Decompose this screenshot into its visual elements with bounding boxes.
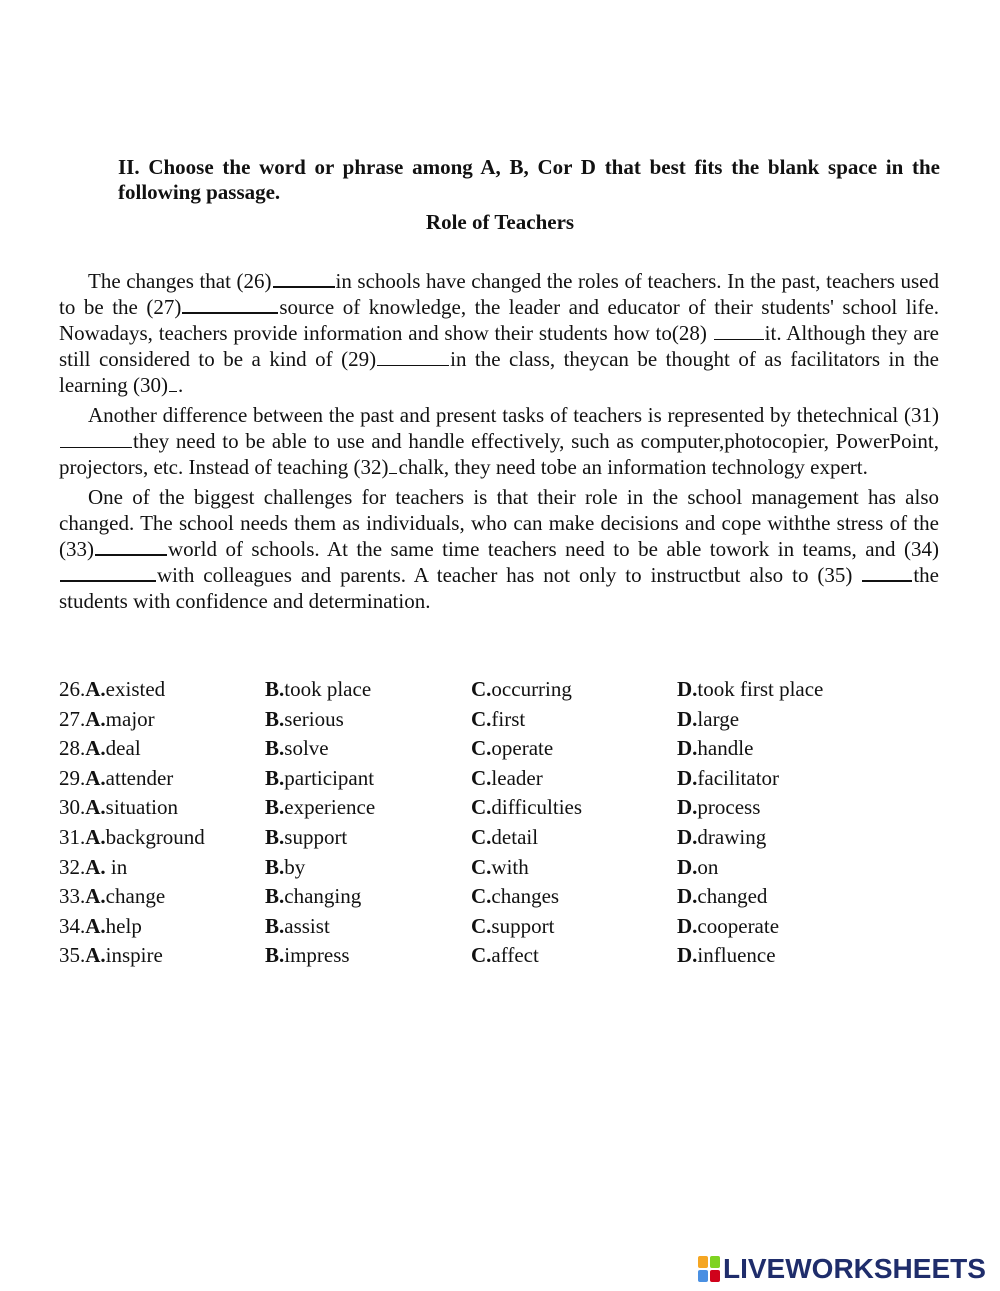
option-b[interactable]: B.changing xyxy=(265,884,362,909)
passage-text: world of schools. At the same time teachers need to be able towork in teams, and (34) xyxy=(168,537,939,561)
option-d[interactable]: D.facilitator xyxy=(677,765,780,790)
passage-title: Role of Teachers xyxy=(425,210,575,234)
option-d[interactable]: D.took first place xyxy=(677,677,824,701)
option-d[interactable]: D.on xyxy=(677,854,719,879)
passage-text: The changes that (26) xyxy=(88,269,272,293)
option-b[interactable]: B.experience xyxy=(265,795,376,820)
instruction-text: II. Choose the word or phrase among A, B, Cor D that best fits the blank space in the following passage. xyxy=(118,155,940,204)
passage-text: in the class, theycan be thought of as facilitators in the learning (30) xyxy=(59,347,939,397)
option-d[interactable]: D.drawing xyxy=(677,824,767,849)
paragraph-3 xyxy=(59,484,939,614)
option-a[interactable]: 31.A.background xyxy=(59,824,205,849)
liveworksheets-logo-icon xyxy=(698,1256,720,1282)
question-row xyxy=(59,883,939,913)
option-c[interactable]: C.with xyxy=(471,854,529,879)
blank-27[interactable] xyxy=(182,295,278,314)
question-row xyxy=(59,794,939,824)
blank-33[interactable] xyxy=(95,537,167,556)
option-c[interactable]: C.first xyxy=(471,706,526,731)
passage-text: in schools have changed the roles of teachers. In the past, teachers used to be the (27) xyxy=(59,269,939,319)
option-b[interactable]: B.solve xyxy=(265,736,329,761)
option-a[interactable]: 33.A.change xyxy=(59,884,166,909)
passage-text: Another difference between the past and present tasks of teachers is represented by thetechnical (31) xyxy=(88,403,939,427)
answer-options xyxy=(59,676,939,972)
question-row xyxy=(59,942,939,972)
question-row xyxy=(59,706,939,736)
option-d[interactable]: D.handle xyxy=(677,736,754,761)
passage-text: source of knowledge, the leader and educator of their students' school life. Nowadays, teachers provide information and show their students how to(28) xyxy=(59,295,940,345)
option-b[interactable]: B.impress xyxy=(265,943,350,968)
option-d[interactable]: D.cooperate xyxy=(677,913,780,938)
paragraph-2 xyxy=(59,402,939,480)
passage-text: they need to be able to use and handle effectively, such as computer,photocopier, PowerPoint, projectors, etc. Instead of teaching (32) xyxy=(59,429,939,479)
option-a[interactable]: 34.A.help xyxy=(59,913,142,938)
option-a[interactable]: 27.A.major xyxy=(59,706,155,731)
option-b[interactable]: B.took place xyxy=(265,677,372,701)
option-c[interactable]: C.affect xyxy=(471,943,539,968)
question-row xyxy=(59,854,939,884)
option-c[interactable]: C.leader xyxy=(471,765,543,790)
passage xyxy=(59,268,939,618)
option-b[interactable]: B.support xyxy=(265,824,348,849)
option-c[interactable]: C.detail xyxy=(471,824,539,849)
option-a[interactable]: 30.A.situation xyxy=(59,795,179,820)
blank-35[interactable] xyxy=(862,563,912,582)
option-c[interactable]: C.occurring xyxy=(471,677,572,701)
option-c[interactable]: C.operate xyxy=(471,736,554,761)
question-row xyxy=(59,824,939,854)
blank-29[interactable] xyxy=(377,348,449,366)
option-a[interactable]: 28.A.deal xyxy=(59,736,141,761)
liveworksheets-logo[interactable] xyxy=(698,1254,986,1284)
option-c[interactable]: C.support xyxy=(471,913,555,938)
passage-text: One of the biggest challenges for teachers is that their role in the school management has also changed. The school needs them as individuals, who can make decisions and cope withthe stress of the (33) xyxy=(59,485,939,561)
paragraph-1 xyxy=(59,268,939,398)
option-a[interactable]: 35.A.inspire xyxy=(59,943,163,968)
blank-32[interactable] xyxy=(389,456,397,474)
option-b[interactable]: B.by xyxy=(265,854,306,879)
passage-text: the students with confidence and determination. xyxy=(59,563,939,613)
option-b[interactable]: B.participant xyxy=(265,765,375,790)
passage-text: it. Although they are still considered to be a kind of (29) xyxy=(59,321,940,371)
blank-34[interactable] xyxy=(60,563,156,582)
option-b[interactable]: B.assist xyxy=(265,913,330,938)
option-a[interactable]: 29.A.attender xyxy=(59,765,174,790)
blank-30[interactable] xyxy=(169,374,177,392)
passage-text: chalk, they need tobe an information technology expert. xyxy=(398,455,868,479)
option-c[interactable]: C.difficulties xyxy=(471,795,583,820)
question-row xyxy=(59,735,939,765)
option-c[interactable]: C.changes xyxy=(471,884,560,909)
option-a[interactable]: 32.A. in xyxy=(59,854,128,879)
option-b[interactable]: B.serious xyxy=(265,706,344,731)
option-d[interactable]: D.process xyxy=(677,795,761,820)
passage-text: . xyxy=(178,373,184,397)
question-row xyxy=(59,913,939,943)
blank-31[interactable] xyxy=(60,430,132,448)
logo-text: LIVEWORKSHEETS xyxy=(723,1253,986,1284)
blank-26[interactable] xyxy=(273,269,335,288)
blank-28[interactable] xyxy=(714,322,764,340)
question-row xyxy=(59,765,939,795)
option-a[interactable]: 26.A.existed xyxy=(59,677,166,701)
question-row xyxy=(59,676,939,706)
option-d[interactable]: D.influence xyxy=(677,943,776,968)
option-d[interactable]: D.changed xyxy=(677,884,768,909)
passage-text: with colleagues and parents. A teacher has not only to instructbut also to (35) xyxy=(157,563,853,587)
option-d[interactable]: D.large xyxy=(677,706,740,731)
